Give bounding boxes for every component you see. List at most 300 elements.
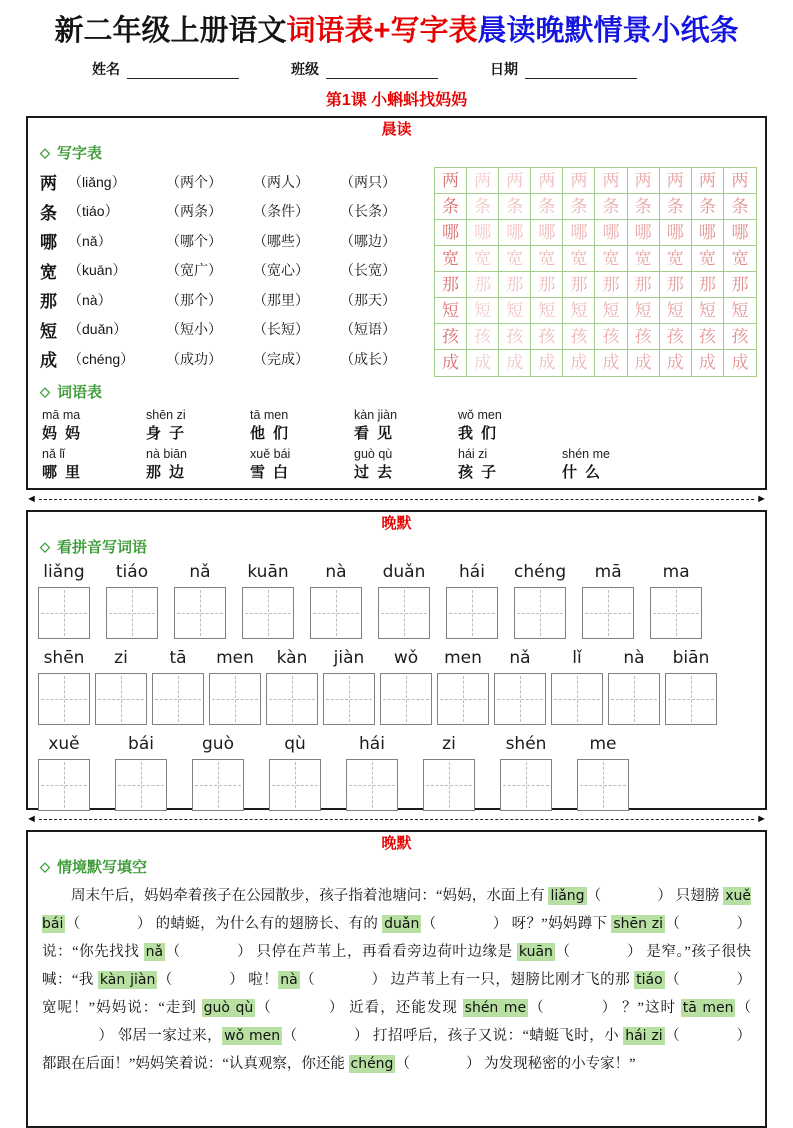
word-hanzi: 过去 [354,463,401,481]
writing-table-row [40,226,430,256]
practice-cell[interactable]: 两 [628,168,660,194]
pinyin-label: nà [325,561,347,582]
writing-box[interactable] [192,759,244,811]
diamond-icon: ◇ [40,538,50,554]
writing-box[interactable] [500,759,552,811]
practice-cell[interactable]: 成 [531,350,563,376]
pinyin-item [310,562,362,639]
pinyin-item [38,734,90,811]
writing-box[interactable] [38,587,90,639]
practice-cell[interactable]: 条 [692,194,724,220]
practice-cell[interactable]: 成 [499,350,531,376]
word-pinyin: xuě bái [250,446,291,461]
practice-cell[interactable]: 条 [595,194,627,220]
practice-grid-row [435,220,756,246]
writing-box[interactable] [494,673,546,725]
pinyin-item [95,648,147,725]
example-word: （那里） [253,291,309,308]
box-center-vline [132,590,133,636]
context-dictation-title: 情境默写填空 [57,858,148,876]
practice-cell[interactable]: 短 [563,298,595,324]
practice-cell[interactable]: 条 [660,194,692,220]
practice-cell[interactable]: 成 [731,353,749,373]
info-fields [92,59,767,79]
practice-cell[interactable]: 成 [563,350,595,376]
pinyin-hint: hái zi [625,1027,663,1044]
practice-cell[interactable]: 短 [531,298,563,324]
pinyin-item [378,562,430,639]
pinyin-label: nà [623,647,645,668]
title-part-black: 新二年级上册语文 [54,15,287,47]
writing-table-title: 写字表 [57,144,103,162]
practice-cell[interactable]: 那 [692,272,724,298]
practice-cell[interactable]: 宽 [692,246,724,272]
pinyin-item [269,734,321,811]
writing-box[interactable] [38,759,90,811]
word-hanzi: 孩子 [458,463,505,481]
pinyin-hint: guò qù [203,999,254,1016]
box-center-vline [449,762,450,808]
field-input-line[interactable] [326,63,438,79]
pinyin-item [266,648,318,725]
practice-cell[interactable]: 成 [595,350,627,376]
practice-cell[interactable]: 孩 [531,324,563,350]
word-pinyin: tā men [250,407,289,422]
example-word: （宽广） [166,262,222,279]
field-label: 日期 [490,60,518,77]
practice-cell[interactable]: 哪 [499,220,531,246]
example-word: （两只） [340,173,396,190]
practice-cell[interactable]: 两 [435,168,467,194]
practice-cell[interactable]: 条 [563,194,595,220]
example-word: （短语） [340,321,396,338]
pinyin-item [500,734,552,811]
practice-cell[interactable]: 两 [499,168,531,194]
pinyin-label: wǒ [393,647,419,668]
writing-box[interactable] [38,673,90,725]
practice-grid-row [435,168,756,194]
practice-cell[interactable]: 宽 [628,246,660,272]
pinyin-item [551,648,603,725]
writing-box[interactable] [115,759,167,811]
practice-cell[interactable]: 宽 [724,246,756,272]
writing-box[interactable] [152,673,204,725]
example-word: （两条） [166,203,222,220]
box-center-vline [64,762,65,808]
character-pinyin: （duǎn） [68,321,128,338]
pinyin-label: chéng [514,561,567,582]
diamond-icon: ◇ [40,383,50,399]
word-hanzi: 雪白 [250,463,297,481]
box-center-vline [406,676,407,722]
writing-box[interactable] [380,673,432,725]
character-pinyin: （nà） [68,291,112,308]
answer-blank[interactable]: （ ） [395,1055,481,1072]
morning-reading-header: 晨读 [381,120,412,138]
writing-box[interactable] [269,759,321,811]
pinyin-item [106,562,158,639]
writing-table-row [40,196,430,226]
practice-cell[interactable]: 孩 [692,324,724,350]
practice-grid-row [435,246,756,272]
answer-blank[interactable]: （ ） [255,999,345,1016]
pinyin-label: bái [128,733,154,754]
practice-cell[interactable]: 成 [628,350,660,376]
practice-cell[interactable]: 孩 [435,324,467,350]
practice-cell[interactable]: 短 [435,298,467,324]
pinyin-item [423,734,475,811]
word-hanzi: 什么 [562,463,609,481]
cut-line [26,811,767,829]
practice-cell[interactable]: 那 [660,272,692,298]
answer-blank[interactable]: （ ） [165,943,253,960]
practice-cell[interactable]: 两 [724,168,756,194]
example-word: （那个） [166,291,222,308]
pinyin-label: liǎng [43,561,85,582]
practice-cell[interactable]: 条 [628,194,660,220]
character: 那 [40,292,57,312]
word-hanzi: 看见 [354,424,401,442]
practice-cell[interactable]: 那 [563,272,595,298]
practice-cell[interactable]: 孩 [724,324,756,350]
pinyin-label: ma [662,561,690,582]
practice-cell[interactable]: 两 [660,168,692,194]
word-pinyin: shén me [562,446,610,461]
character-pinyin: （liǎng） [68,173,126,190]
box-center-vline [577,676,578,722]
character: 两 [40,174,57,194]
context-dictation-heading [28,854,765,879]
pinyin-item [494,648,546,725]
pinyin-dictation-box [26,510,767,810]
answer-blank[interactable]: （ ） [421,915,508,932]
pinyin-item [152,648,204,725]
word-entry [458,447,542,482]
word-hanzi: 他们 [250,424,297,442]
practice-cell[interactable]: 哪 [467,220,499,246]
writing-box[interactable] [514,587,566,639]
writing-box[interactable] [378,587,430,639]
writing-table-heading [28,140,765,165]
practice-cell[interactable]: 孩 [563,324,595,350]
word-entry [250,447,334,482]
practice-grid-row [435,298,756,324]
practice-cell[interactable]: 哪 [628,220,660,246]
writing-box[interactable] [582,587,634,639]
box-center-vline [463,676,464,722]
writing-box[interactable] [310,587,362,639]
pinyin-write-rows [28,559,765,811]
writing-box[interactable] [577,759,629,811]
pinyin-hint: kàn jiàn [99,971,156,988]
answer-blank[interactable]: （ ） [528,999,618,1016]
pinyin-hint: chéng [350,1055,394,1072]
box-center-vline [372,762,373,808]
answer-blank[interactable]: （ ） [554,943,643,960]
word-table-title: 词语表 [57,383,103,401]
pinyin-item [346,734,398,811]
context-paragraph: 周末午后，妈妈牵着孩子在公园散步，孩子指着池塘问：“妈妈，水面上有 liǎng （ ） 只翅膀 xuě bái （ ） 的蜻蜓，为什么有的翅膀长、有的 duǎn （ ） 呀？”妈妈蹲下 shēn zi （ ） 说：“你先找找 nǎ （ ） 只停在芦苇上，再看看旁边荷叶边缘是 kuān （ ） 是窄。”孩子很快喊：“我 kàn jiàn （ ） 啦！ nà （ ） 边芦苇上有一只，翅膀比刚才飞的那 tiáo （ ） 宽呢！”妈妈说：“走到 guò qù （ ） 近看，还能发现 shén me （ ） ？”这时 tā men （） 邻居一家过来， wǒ men （ ） 打招呼后，孩子又说：“蜻蜓飞时，小 hái zi （ ） 都跟在后面！”妈妈笑着说：“认真观察，你还能 chéng （ ） 为发现秘密的小专家！” [42,887,752,1072]
writing-box[interactable] [209,673,261,725]
answer-blank[interactable]: （ ） [664,1027,752,1044]
answer-blank[interactable]: （ ） [586,887,672,904]
word-table-heading [28,379,765,404]
practice-cell[interactable]: 那 [724,272,756,298]
pinyin-label: nǎ [189,561,211,582]
character: 宽 [40,262,57,282]
practice-cell[interactable]: 那 [435,272,467,298]
pinyin-label: zi [114,647,128,668]
word-pinyin: shēn zi [146,407,186,422]
pinyin-item [577,734,629,811]
writing-box[interactable] [650,587,702,639]
pinyin-item [514,562,566,639]
word-entry [458,408,542,443]
box-center-vline [141,762,142,808]
example-word: （哪些） [253,232,309,249]
practice-cell[interactable]: 哪 [724,220,756,246]
practice-cell[interactable]: 那 [628,272,660,298]
practice-cell[interactable]: 两 [563,168,595,194]
pinyin-label: tā [169,647,187,668]
context-dictation-header: 晚默 [381,834,412,852]
example-word: （宽心） [253,262,309,279]
practice-cell[interactable]: 宽 [467,246,499,272]
title-part-blue: 晨读晚默情景小纸条 [477,15,739,47]
practice-cell[interactable]: 短 [628,298,660,324]
pinyin-hint: tiáo [636,971,663,988]
writing-box[interactable] [608,673,660,725]
pinyin-item [38,562,90,639]
writing-table-row [40,167,430,197]
pinyin-label: hái [359,733,385,754]
practice-cell[interactable]: 哪 [531,220,563,246]
left-arrow-icon: ◄ [26,813,37,826]
writing-table-row [40,285,430,315]
character: 成 [40,351,57,371]
box-center-vline [349,676,350,722]
diamond-icon: ◇ [40,144,50,160]
pinyin-item [380,648,432,725]
box-center-vline [336,590,337,636]
dashed-line [39,499,754,500]
practice-cell[interactable]: 条 [531,194,563,220]
pinyin-label: men [216,647,254,668]
box-center-vline [64,590,65,636]
writing-box[interactable] [106,587,158,639]
practice-cell[interactable]: 孩 [628,324,660,350]
pinyin-label: tiáo [115,561,149,582]
pinyin-hint: duǎn [384,915,420,932]
example-word: （条件） [253,203,309,220]
practice-cell[interactable]: 条 [499,194,531,220]
pinyin-item [446,562,498,639]
box-center-vline [268,590,269,636]
word-pinyin: nà biān [146,446,188,461]
pinyin-item [174,562,226,639]
practice-cell[interactable]: 两 [595,168,627,194]
practice-cell[interactable]: 两 [467,168,499,194]
practice-cell[interactable]: 哪 [563,220,595,246]
character-pinyin: （tiáo） [68,203,119,220]
pinyin-label: mā [594,561,622,582]
writing-box[interactable] [437,673,489,725]
practice-cell[interactable]: 哪 [660,220,692,246]
example-word: （长条） [340,203,396,220]
box-center-vline [472,590,473,636]
field-label: 姓名 [92,60,120,77]
writing-box[interactable] [551,673,603,725]
practice-cell[interactable]: 宽 [595,246,627,272]
word-hanzi: 妈妈 [42,424,89,442]
writing-box[interactable] [323,673,375,725]
writing-box[interactable] [665,673,717,725]
pinyin-item [665,648,717,725]
dashed-line [39,819,754,820]
pinyin-label: men [444,647,482,668]
writing-box[interactable] [346,759,398,811]
practice-cell[interactable]: 那 [499,272,531,298]
practice-cell[interactable]: 成 [692,350,724,376]
pinyin-label: guò [202,733,234,754]
box-center-vline [64,676,65,722]
box-center-vline [526,762,527,808]
answer-blank[interactable]: （ ） [665,915,752,932]
example-word: （成长） [340,350,396,367]
writing-table-row [40,255,430,285]
practice-cell[interactable]: 哪 [692,220,724,246]
pinyin-item [192,734,244,811]
practice-cell[interactable]: 孩 [660,324,692,350]
word-pinyin: guò qù [354,446,393,461]
practice-cell[interactable]: 短 [692,298,724,324]
example-word: （短小） [166,321,222,338]
box-center-vline [178,676,179,722]
writing-box[interactable] [423,759,475,811]
word-pinyin: hái zi [458,446,488,461]
pinyin-label: jiàn [333,647,365,668]
practice-cell[interactable]: 短 [467,298,499,324]
answer-blank[interactable]: （ ） [664,971,752,988]
writing-box[interactable] [242,587,294,639]
character: 哪 [40,233,57,253]
pinyin-item [608,648,660,725]
pinyin-row [38,562,755,639]
write-area [28,165,765,379]
practice-grid-row [435,194,756,220]
pinyin-item [650,562,702,639]
practice-cell[interactable]: 条 [435,194,467,220]
answer-blank[interactable]: （ ） [157,971,245,988]
writing-box[interactable] [174,587,226,639]
practice-cell[interactable]: 条 [467,194,499,220]
pinyin-item [209,648,261,725]
practice-cell[interactable]: 宽 [531,246,563,272]
practice-cell[interactable]: 两 [531,168,563,194]
practice-cell[interactable]: 短 [660,298,692,324]
practice-cell[interactable]: 成 [467,350,499,376]
word-entry [354,408,438,443]
info-field [92,59,239,79]
field-label: 班级 [291,60,319,77]
character-pinyin: （chéng） [68,350,135,367]
writing-box[interactable] [95,673,147,725]
practice-cell[interactable]: 条 [724,194,756,220]
box-center-vline [540,590,541,636]
writing-box[interactable] [446,587,498,639]
pinyin-item [437,648,489,725]
practice-cell[interactable]: 那 [595,272,627,298]
practice-cell[interactable]: 孩 [467,324,499,350]
diamond-icon: ◇ [40,858,50,874]
example-word: （长短） [253,321,309,338]
pinyin-hint: shén me [464,999,527,1016]
example-word: （两人） [253,173,309,190]
practice-cell[interactable]: 宽 [660,246,692,272]
example-word: （成功） [166,350,222,367]
writing-table-row [40,314,430,344]
left-arrow-icon: ◄ [26,493,37,506]
page-title [26,14,767,49]
practice-cell[interactable]: 那 [467,272,499,298]
answer-blank[interactable]: （） [98,999,752,1044]
practice-cell[interactable]: 成 [660,350,692,376]
practice-cell[interactable]: 短 [724,298,756,324]
box-center-vline [603,762,604,808]
lesson-title: 第1课 小蝌蚪找妈妈 [325,91,468,109]
practice-cell[interactable]: 宽 [563,246,595,272]
pinyin-label: nǎ [509,647,531,668]
practice-cell[interactable]: 孩 [595,324,627,350]
practice-cell[interactable]: 那 [531,272,563,298]
practice-cell[interactable]: 宽 [499,246,531,272]
answer-blank[interactable]: （ ） [299,971,387,988]
practice-cell[interactable]: 短 [499,298,531,324]
pinyin-hint: tā men [682,999,734,1016]
practice-cell[interactable]: 短 [595,298,627,324]
pinyin-dictation-title: 看拼音写词语 [57,538,148,556]
answer-blank[interactable]: （ ） [65,915,152,932]
answer-blank[interactable]: （ ） [282,1027,369,1044]
practice-cell[interactable]: 哪 [595,220,627,246]
word-entry [146,408,230,443]
word-hanzi: 我们 [458,424,505,442]
word-entry [146,447,230,482]
field-input-line[interactable] [525,63,637,79]
pinyin-label: me [589,733,617,754]
practice-cell[interactable]: 两 [692,168,724,194]
example-word: （那天） [340,291,396,308]
right-arrow-icon: ► [756,493,767,506]
word-entry [42,408,126,443]
example-word: （哪个） [166,232,222,249]
practice-cell[interactable]: 宽 [435,246,467,272]
practice-cell[interactable]: 成 [435,350,467,376]
morning-reading-box [26,116,767,490]
practice-cell[interactable]: 孩 [499,324,531,350]
field-input-line[interactable] [127,63,239,79]
character-pinyin: （kuān） [68,262,127,279]
pinyin-row [38,648,755,725]
box-center-vline [295,762,296,808]
pinyin-hint: liǎng [550,887,585,904]
box-center-vline [404,590,405,636]
cut-line [26,491,767,509]
pinyin-label: kàn [276,647,308,668]
writing-box[interactable] [266,673,318,725]
practice-cell[interactable]: 哪 [435,220,467,246]
pinyin-item [582,562,634,639]
